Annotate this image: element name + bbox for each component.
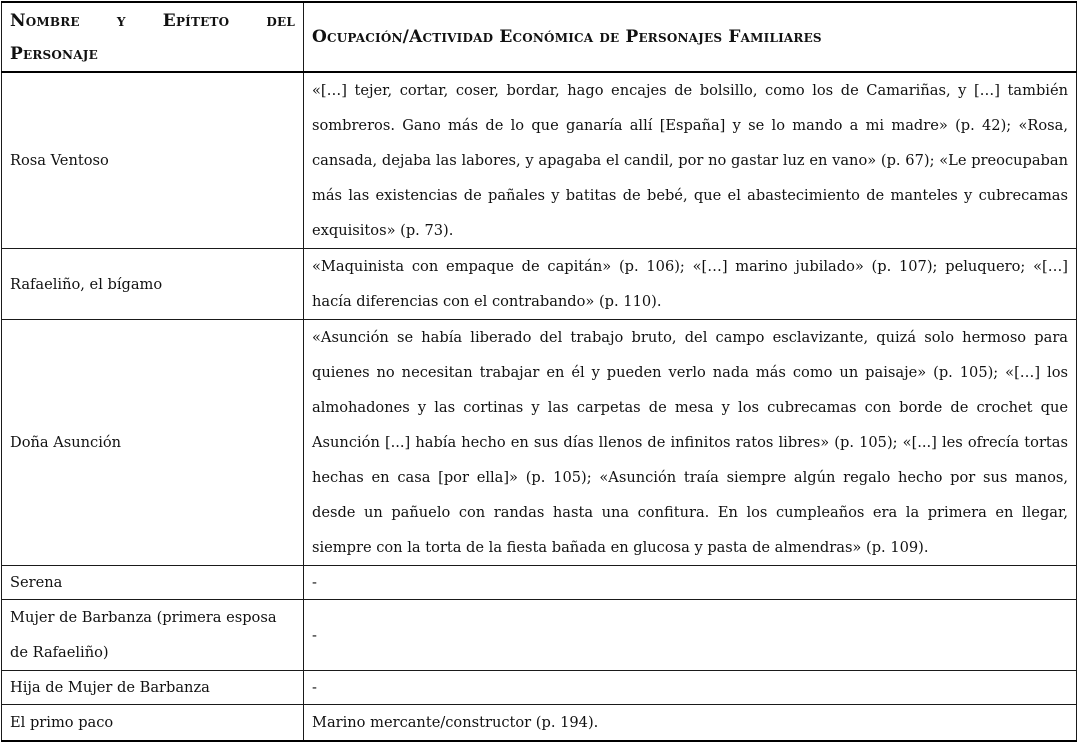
character-name-cell: Rosa Ventoso	[2, 72, 304, 249]
character-name-cell: Hija de Mujer de Barbanza	[2, 671, 304, 705]
character-name-cell: Serena	[2, 566, 304, 600]
characters-occupation-table	[1, 1, 1077, 742]
table-header-row	[2, 2, 1077, 72]
occupation-cell: -	[304, 566, 1077, 600]
occupation-cell: -	[304, 600, 1077, 671]
character-name-cell: Doña Asunción	[2, 320, 304, 566]
table-row	[2, 72, 1077, 249]
table-row	[2, 671, 1077, 705]
occupation-cell: «[…] tejer, cortar, coser, bordar, hago encajes de bolsillo, como los de Camariñas, y […] también sombreros. Gano más de lo que ganaría allí [España] y se lo mando a mi madre» (p. 42); «Rosa, cansada, dejaba las labores, y apagaba el candil, por no gastar luz en vano» (p. 67); «Le preocupaban más las existencias de pañales y batitas de bebé, que el abastecimiento de manteles y cubrecamas exquisitos» (p. 73).	[304, 72, 1077, 249]
character-name-cell: Rafaeliño, el bígamo	[2, 249, 304, 320]
occupation-cell: «Maquinista con empaque de capitán» (p. 106); «[…] marino jubilado» (p. 107); peluquero; «[…] hacía diferencias con el contrabando» (p. 110).	[304, 249, 1077, 320]
table-row	[2, 705, 1077, 742]
character-name-cell: El primo paco	[2, 705, 304, 742]
table-row	[2, 320, 1077, 566]
header-character-name: Nombre y Epíteto del Personaje	[2, 2, 304, 72]
table-row	[2, 249, 1077, 320]
occupation-cell: «Asunción se había liberado del trabajo bruto, del campo esclavizante, quizá solo hermoso para quienes no necesitan trabajar en él y pueden verlo nada más como un paisaje» (p. 105); «[…] los almohadones y las cortinas y las carpetas de mesa y los cubrecamas con borde de crochet que Asunción [...] había hecho en sus días llenos de infinitos ratos libres» (p. 105); «[...] les ofrecía tortas hechas en casa [por ella]» (p. 105); «Asunción traía siempre algún regalo hecho por sus manos, desde un pañuelo con randas hasta una confitura. En los cumpleaños era la primera en llegar, siempre con la torta de la fiesta bañada en glucosa y pasta de almendras» (p. 109).	[304, 320, 1077, 566]
character-name-cell: Mujer de Barbanza (primera esposa de Rafaeliño)	[2, 600, 304, 671]
table-row	[2, 566, 1077, 600]
header-occupation: Ocupación/Actividad Económica de Personajes Familiares	[304, 2, 1077, 72]
occupation-cell: Marino mercante/constructor (p. 194).	[304, 705, 1077, 742]
occupation-cell: -	[304, 671, 1077, 705]
table-row	[2, 600, 1077, 671]
